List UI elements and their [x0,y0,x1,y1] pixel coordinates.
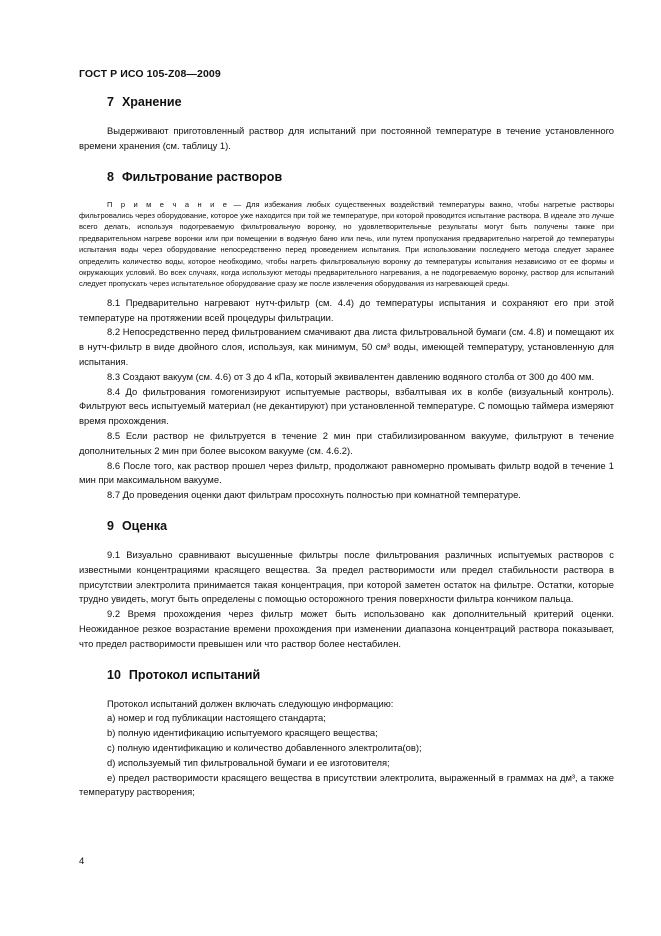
paragraph-8-4: 8.4 До фильтрования гомогенизируют испытуемые растворы, взбалтывая их в колбе (визуальный контроль). Фильтруют весь испытуемый материал (не декантируют) при установленной температуре. С помощью таймера измеряют время прохождения. [79,385,614,427]
section-9-heading [79,519,614,534]
report-intro: Протокол испытаний должен включать следующую информацию: [107,697,394,709]
note-label: П р и м е ч а н и е [107,199,229,209]
list-item: b) полную идентификацию испытуемого красящего вещества; [107,727,378,739]
paragraph-7: Выдерживают приготовленный раствор для испытаний при постоянной температуре в течение установленного времени хранения (см. таблицу 1). [79,125,614,151]
paragraph-9-2: 9.2 Время прохождения через фильтр может быть использовано как дополнительный критерий оценки. Неожиданное резкое возрастание времени прохождения при изменении диапазона концентраций раствора показывает, что предел растворимости превышен или что раствор более нестабилен. [79,608,614,649]
section-8-title: Фильтрование растворов [121,169,283,184]
section-9-number: 9 [107,519,114,533]
section-8-heading [79,170,614,185]
page-number: 4 [79,856,85,867]
section-7-number: 7 [107,95,114,109]
paragraph-8-7: 8.7 До проведения оценки дают фильтрам просохнуть полностью при комнатной температуре. [107,489,521,501]
section-7-title: Хранение [121,95,182,109]
list-item: а) номер и год публикации настоящего стандарта; [107,712,326,724]
note-text: — Для избежания любых существенных воздействий температуры важно, чтобы нагретые растворы фильтровались через оборудование, которое уже находится при той же температуре, при которой проводится испытание раствора. В идеале это лучше всего делать, используя подогреваемую фильтровальную воронку, но удовлетворительные результаты могут быть получены также при предварительном нагреве воронки или при помещении в водяную баню или печь, или путем пропускания предварительно нагретой до температуры испытания воды через оборудование непосредственно перед проведением испытания. При использовании последнего метода следует заранее определить количество воды, которое необходимо, чтобы нагреть фильтровальную воронку до температуры испытания независимо от ее формы и окружающих условий. Во всех случаях, когда используют методы предварительного нагревания, а не подогреваемую воронку, раствор для испытаний следует пропускать через испытательное оборудование сразу же после извлечения оборудования из нагревающей среды. [79,199,614,289]
paragraph-8-2: 8.2 Непосредственно перед фильтрованием смачивают два листа фильтровальной бумаги (см. 4.8) и помещают их в нутч-фильтр в виде двойного слоя, используя, как минимум, 50 см³ воды, имеющей температуру, установленную для испытания. [79,326,614,368]
section-10-heading [79,668,614,683]
list-item: е) предел растворимости красящего вещества в присутствии электролита, выраженный в граммах на дм³, а также температуру растворения; [79,771,614,798]
section-10-title: Протокол испытаний [128,667,261,682]
section-8-number: 8 [107,169,114,184]
section-7-heading [79,95,614,110]
list-item: с) полную идентификацию и количество добавленного электролита(ов); [107,741,422,753]
paragraph-8-5: 8.5 Если раствор не фильтруется в течение 2 мин при стабилизированном вакууме, фильтруют в течение дополнительных 2 мин при более высоком вакууме (см. 4.6.2). [79,430,614,456]
content [79,95,614,800]
paragraph-8-1: 8.1 Предварительно нагревают нутч-фильтр (см. 4.4) до температуры испытания и сохраняют его при этой температуре на протяжении всей процедуры фильтрации. [79,296,614,323]
paragraph-8-6: 8.6 После того, как раствор прошел через фильтр, продолжают равномерно промывать фильтр водой в течение 1 мин при максимальном вакууме. [79,459,614,486]
paragraph-8-3: 8.3 Создают вакуум (см. 4.6) от 3 до 4 кПа, который эквивалентен давлению водяного столба от 300 до 400 мм. [107,370,595,382]
paragraph-9-1: 9.1 Визуально сравнивают высушенные фильтры после фильтрования различных испытуемых растворов с известными концентрациями красящего вещества. За предел растворимости или предел стабильности раствора в присутствии электролита принимается такая концентрация, при которой заметен остаток на фильтре. Остатки, которые трудно увидеть, могут быть определены с помощью осторожного трения поверхности фильтра кончиком пальца. [79,549,614,605]
standard-code-header: ГОСТ Р ИСО 105-Z08—2009 [79,68,221,80]
section-10-number: 10 [107,667,121,682]
note [79,199,614,290]
section-9-title: Оценка [121,519,168,533]
list-item: d) используемый тип фильтровальной бумаги и ее изготовителя; [107,756,390,768]
